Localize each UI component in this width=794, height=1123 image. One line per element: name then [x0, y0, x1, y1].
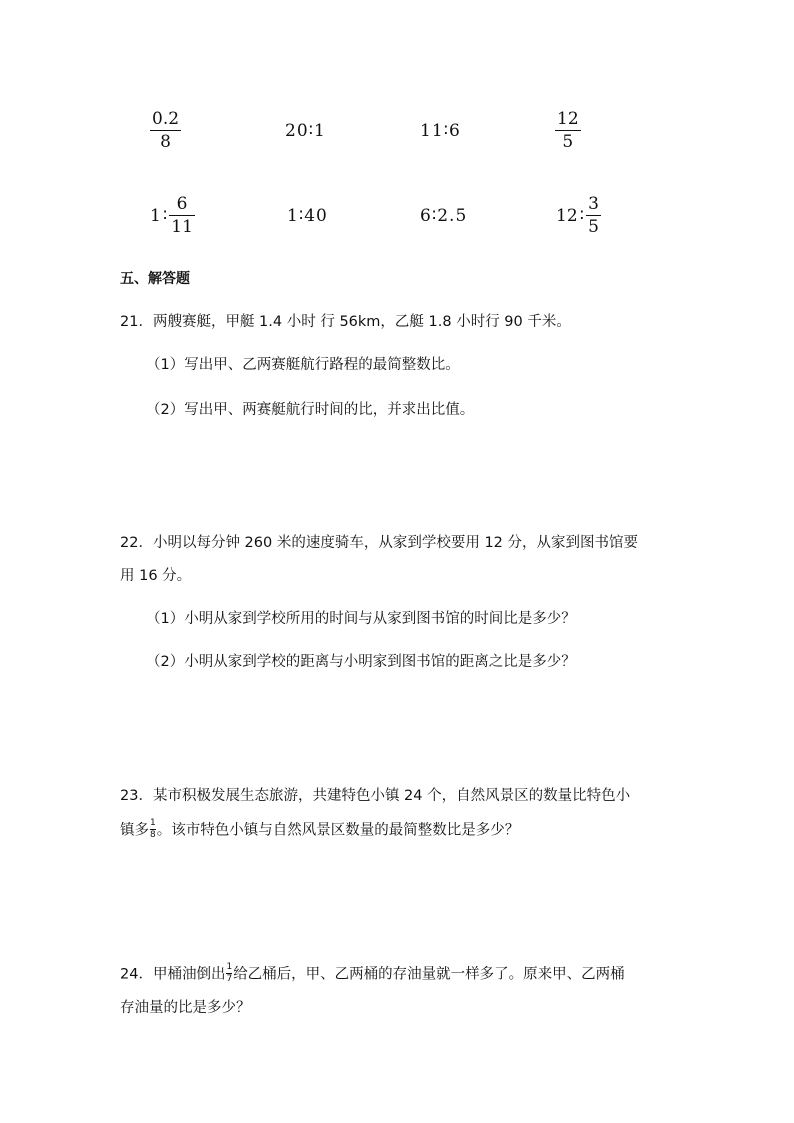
q23-line2	[120, 820, 519, 841]
ratio-text: 6∶2.5	[420, 206, 468, 226]
section-title: 五、解答题	[120, 271, 190, 287]
ratio-item-0-2-over-8	[150, 108, 181, 154]
q24-line1-pre: 24．甲桶油倒出	[120, 966, 226, 983]
fraction-denominator: 11	[171, 217, 193, 237]
q22-sub1: （1）小明从家到学校所用的时间与从家到图书馆的时间比是多少？	[146, 611, 576, 627]
ratio-item-11-to-6	[420, 108, 461, 154]
fraction-denominator: 8	[150, 830, 156, 840]
q21-sub1: （1）写出甲、乙两赛艇航行路程的最简整数比。	[146, 357, 460, 373]
q24-line2: 存油量的比是多少？	[120, 1000, 251, 1016]
q21-stem: 21．两艘赛艇，甲艇 1.4 小时 行 56km，乙艇 1.8 小时行 90 千米。	[120, 314, 571, 330]
ratio-item-20-to-1	[285, 108, 326, 154]
ratio-colon: ∶	[579, 206, 585, 226]
q24-line1-post: 给乙桶后，甲、乙两桶的存油量就一样多了。原来甲、乙两桶	[233, 966, 625, 983]
inline-fraction	[226, 963, 232, 984]
fraction-numerator: 6	[176, 194, 188, 214]
fraction	[150, 111, 181, 151]
fraction-numerator: 3	[588, 194, 599, 214]
ratio-colon: ∶	[162, 206, 168, 226]
ratio-item-12-to-3-over-5	[556, 193, 601, 239]
ratio-item-6-to-2-5	[420, 193, 467, 239]
fraction-denominator: 8	[160, 132, 171, 152]
fraction-numerator: 0.2	[152, 109, 180, 129]
q23-line2-pre: 镇多	[120, 822, 149, 839]
fraction-numerator: 1	[226, 962, 233, 972]
q24-line1	[120, 964, 625, 985]
ratio-text: 1∶40	[287, 206, 328, 226]
ratio-item-1-to-6-over-11	[150, 193, 195, 239]
fraction-denominator: 5	[588, 217, 599, 237]
fraction-denominator: 5	[562, 132, 574, 152]
inline-fraction	[150, 819, 156, 840]
fraction	[169, 196, 195, 236]
fraction	[586, 196, 601, 236]
q23-line1: 23．某市积极发展生态旅游，共建特色小镇 24 个，自然风景区的数量比特色小	[120, 788, 631, 804]
ratio-item-1-to-40	[287, 193, 328, 239]
ratio-text: 20∶1	[285, 121, 326, 141]
fraction-numerator: 1	[150, 818, 156, 828]
fraction	[555, 111, 581, 151]
ratio-item-12-over-5	[555, 108, 581, 154]
fraction-numerator: 12	[557, 109, 579, 129]
ratio-left: 1	[150, 206, 161, 226]
q22-sub2: （2）小明从家到学校的距离与小明家到图书馆的距离之比是多少？	[146, 654, 576, 670]
ratio-left: 12	[556, 206, 578, 226]
fraction-denominator: 7	[226, 974, 233, 984]
q22-stem-line1: 22．小明以每分钟 260 米的速度骑车，从家到学校要用 12 分，从家到图书馆要	[120, 535, 639, 551]
q23-line2-post: 。该市特色小镇与自然风景区数量的最简整数比是多少？	[156, 822, 520, 839]
q21-sub2: （2）写出甲、两赛艇航行时间的比，并求出比值。	[146, 402, 475, 418]
q22-stem-line2: 用 16 分。	[120, 568, 192, 584]
ratio-text: 11∶6	[420, 121, 461, 141]
